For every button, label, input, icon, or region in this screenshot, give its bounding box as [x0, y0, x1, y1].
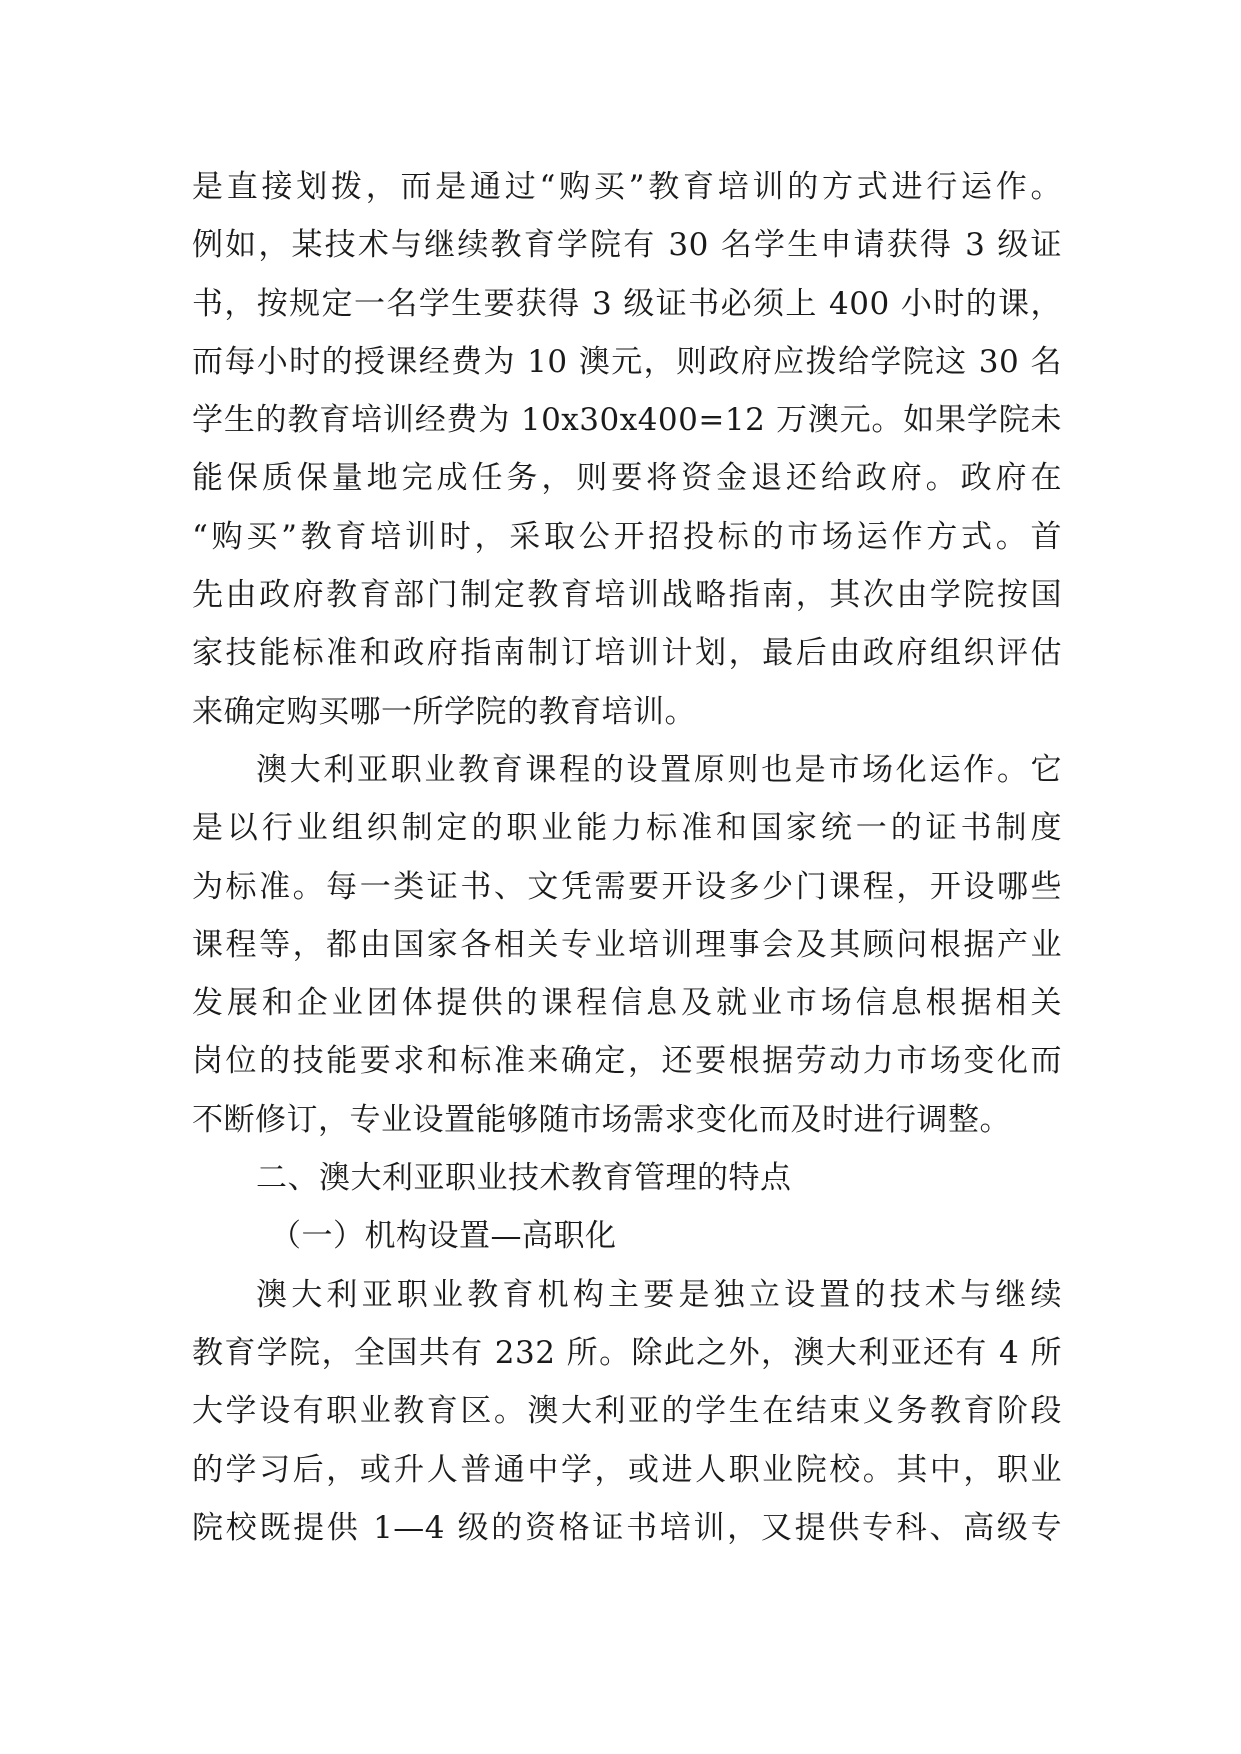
text-line: 学生的教育培训经费为 10x30x400=12 万澳元。如果学院未: [192, 402, 1062, 439]
paragraph-first-line: 澳大利亚职业教育课程的设置原则也是市场化运作。它: [256, 751, 1062, 788]
text-line: 来确定购买哪一所学院的教育培训。: [192, 693, 696, 730]
text-line: 的学习后，或升人普通中学，或进人职业院校。其中，职业: [192, 1451, 1062, 1488]
text-line: 课程等，都由国家各相关专业培训理事会及其顾问根据产业: [192, 926, 1062, 963]
body-text: [192, 158, 1062, 1557]
text-line: 书，按规定一名学生要获得 3 级证书必须上 400 小时的课，: [192, 285, 1062, 322]
section-heading: 二、澳大利亚职业技术教育管理的特点: [256, 1160, 792, 1197]
text-line: 例如，某技术与继续教育学院有 30 名学生申请获得 3 级证: [192, 227, 1062, 264]
paragraph-first-line: 澳大利亚职业教育机构主要是独立设置的技术与继续: [256, 1276, 1062, 1313]
text-line: 而每小时的授课经费为 10 澳元，则政府应拨给学院这 30 名: [192, 343, 1062, 380]
text-line: 为标准。每一类证书、文凭需要开设多少门课程，开设哪些: [192, 868, 1062, 905]
text-line: 能保质保量地完成任务，则要将资金退还给政府。政府在: [192, 460, 1062, 497]
text-line: 发展和企业团体提供的课程信息及就业市场信息根据相关: [192, 985, 1062, 1022]
text-line: 教育学院，全国共有 232 所。除此之外，澳大利亚还有 4 所: [192, 1334, 1062, 1371]
text-line: “购买”教育培训时，采取公开招投标的市场运作方式。首: [192, 518, 1062, 555]
text-line: 不断修订，专业设置能够随市场需求变化而及时进行调整。: [192, 1101, 1011, 1138]
text-line: 大学设有职业教育区。澳大利亚的学生在结束义务教育阶段: [192, 1393, 1062, 1430]
text-line: 岗位的技能要求和标准来确定，还要根据劳动力市场变化而: [192, 1043, 1062, 1080]
subsection-heading: （一）机构设置—高职化: [270, 1218, 617, 1255]
text-line: 是直接划拨，而是通过“购买”教育培训的方式进行运作。: [192, 169, 1062, 205]
text-line: 是以行业组织制定的职业能力标准和国家统一的证书制度: [192, 810, 1062, 847]
text-line: 家技能标准和政府指南制订培训计划，最后由政府组织评估: [192, 635, 1062, 672]
text-line: 先由政府教育部门制定教育培训战略指南，其次由学院按国: [192, 577, 1062, 614]
text-line: 院校既提供 1—4 级的资格证书培训，又提供专科、高级专: [192, 1509, 1062, 1546]
